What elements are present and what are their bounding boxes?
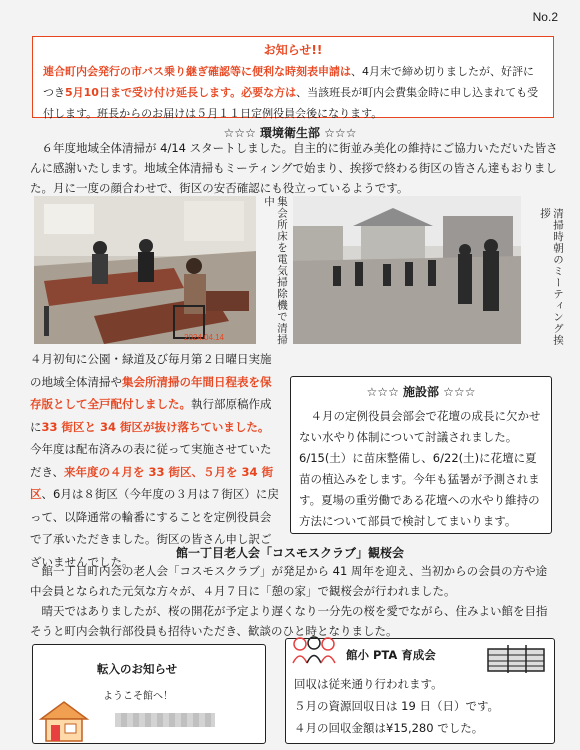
env-p2-a: ４月初旬に公園・緑道及び毎月第２日曜日実施の地域全体清掃や [30, 352, 272, 389]
env-p2-b: 集会所清掃の年間日程表を保存版として全戸配付しました。 [30, 374, 272, 411]
env-p2-g: 、6月は８街区（今年度の３月は７街区）に戻って、以降通常の輪番にすることを定例役員会で了承いただきました。街区の皆さん申し訳ございませんでした。 [30, 487, 279, 569]
notice-text-2: 、4月末で締め切りましたが、好評につき [43, 65, 534, 99]
photo-timestamp: 2024.04.14 [184, 333, 225, 342]
movein-box [32, 644, 266, 744]
elders-paragraph-1: 館一丁目町内会の老人会「コスモスクラブ」が発足から 41 周年を迎え、当初からの会員の方や途中会員となられた元気な方々が、４月７日に「憩の家」で観桜会が行われました。 [30, 564, 548, 598]
pta-line-2: ５月の資源回収日は 19 日（日）です。 [294, 699, 500, 713]
notice-text-1: 連合町内会発行の市バス乗り継ぎ確認等に便利な時刻表申請は [43, 65, 351, 78]
env-paragraph-2 [30, 348, 280, 573]
movein-title: 転入のお知らせ [97, 662, 178, 676]
facilities-box [290, 376, 552, 534]
page-number: No.2 [532, 10, 558, 24]
caption-right: 清掃時朝のミーティング挨拶 [539, 208, 564, 346]
pta-title: 館小 PTA 育成会 [346, 648, 436, 662]
env-paragraph-1: ６年度地域全体清掃が 4/14 スタートしました。自主的に街並み美化の維持にご協力いただいた皆さんに感謝いたします。地域全体清掃もミーティングで始まり、挨拶で終わる街区の皆さん達もおりました。月に一度の顔合わせで、街区の安否確認にも役立っているようです。 [30, 141, 558, 195]
caption-left: 集会所床を電気掃除機で清掃中 [263, 196, 288, 346]
env-p2-e: 今年度は配布済みの表に従って実施させていただき、 [30, 442, 272, 479]
pta-people-icon [290, 635, 338, 670]
notice-body [43, 61, 543, 124]
house-icon [37, 699, 91, 746]
env-p2-c: 執行部原稿作成に [30, 397, 272, 434]
notice-text-4: 、当該班長が町内会費集金時に申し込まれても受付します。班長からのお届けは５月１１日定例役員会後になります。 [43, 86, 539, 120]
notice-text-3: 5月10日まで受け付け延長します。必要な方は [65, 86, 297, 99]
env-p2-d: 33 街区と 34 街区が抜け落ちていました。 [41, 419, 270, 434]
env-section-title: ☆☆☆ 環境衛生部 ☆☆☆ [223, 126, 357, 140]
notice-box [32, 36, 554, 118]
photo-cleaning-hall [34, 196, 256, 344]
notice-title: お知らせ!! [263, 43, 323, 57]
facilities-title: ☆☆☆ 施設部 ☆☆☆ [366, 385, 476, 399]
pta-line-1: 回収は従来通り行われます。 [294, 677, 443, 691]
elders-paragraph-2: 晴天ではありましたが、桜の開花が予定より遅くなり一分先の桜を愛でながら、住みよい館を目指そうと町内会執行部役員も招待いただき、歓談のひと時となりました。 [30, 604, 548, 638]
photo-morning-meeting [293, 196, 521, 344]
facilities-body: ４月の定例役員会部会で花壇の成長に欠かせない水やり体制について討議されました。6/15(土）に苗床整備し、6/22(土)に花壇に夏苗の植込みをします。今年も猛暑が予測されます。夏場の重労働である花壇への水やり維持の方法について部員で検討してまいります。 [299, 409, 541, 528]
pta-box [285, 638, 555, 744]
movein-welcome: ようこそ館へ！ [103, 691, 173, 702]
movein-name-redacted [115, 713, 215, 727]
env-p2-f: 来年度の４月を 33 街区、５月を 34 街区 [30, 464, 274, 501]
elders-title: 館一丁目老人会「コスモスクラブ」観桜会 [175, 546, 404, 560]
pta-line-3: ４月の回収金額は¥15,280 でした。 [294, 721, 484, 735]
pta-lines [294, 673, 499, 739]
